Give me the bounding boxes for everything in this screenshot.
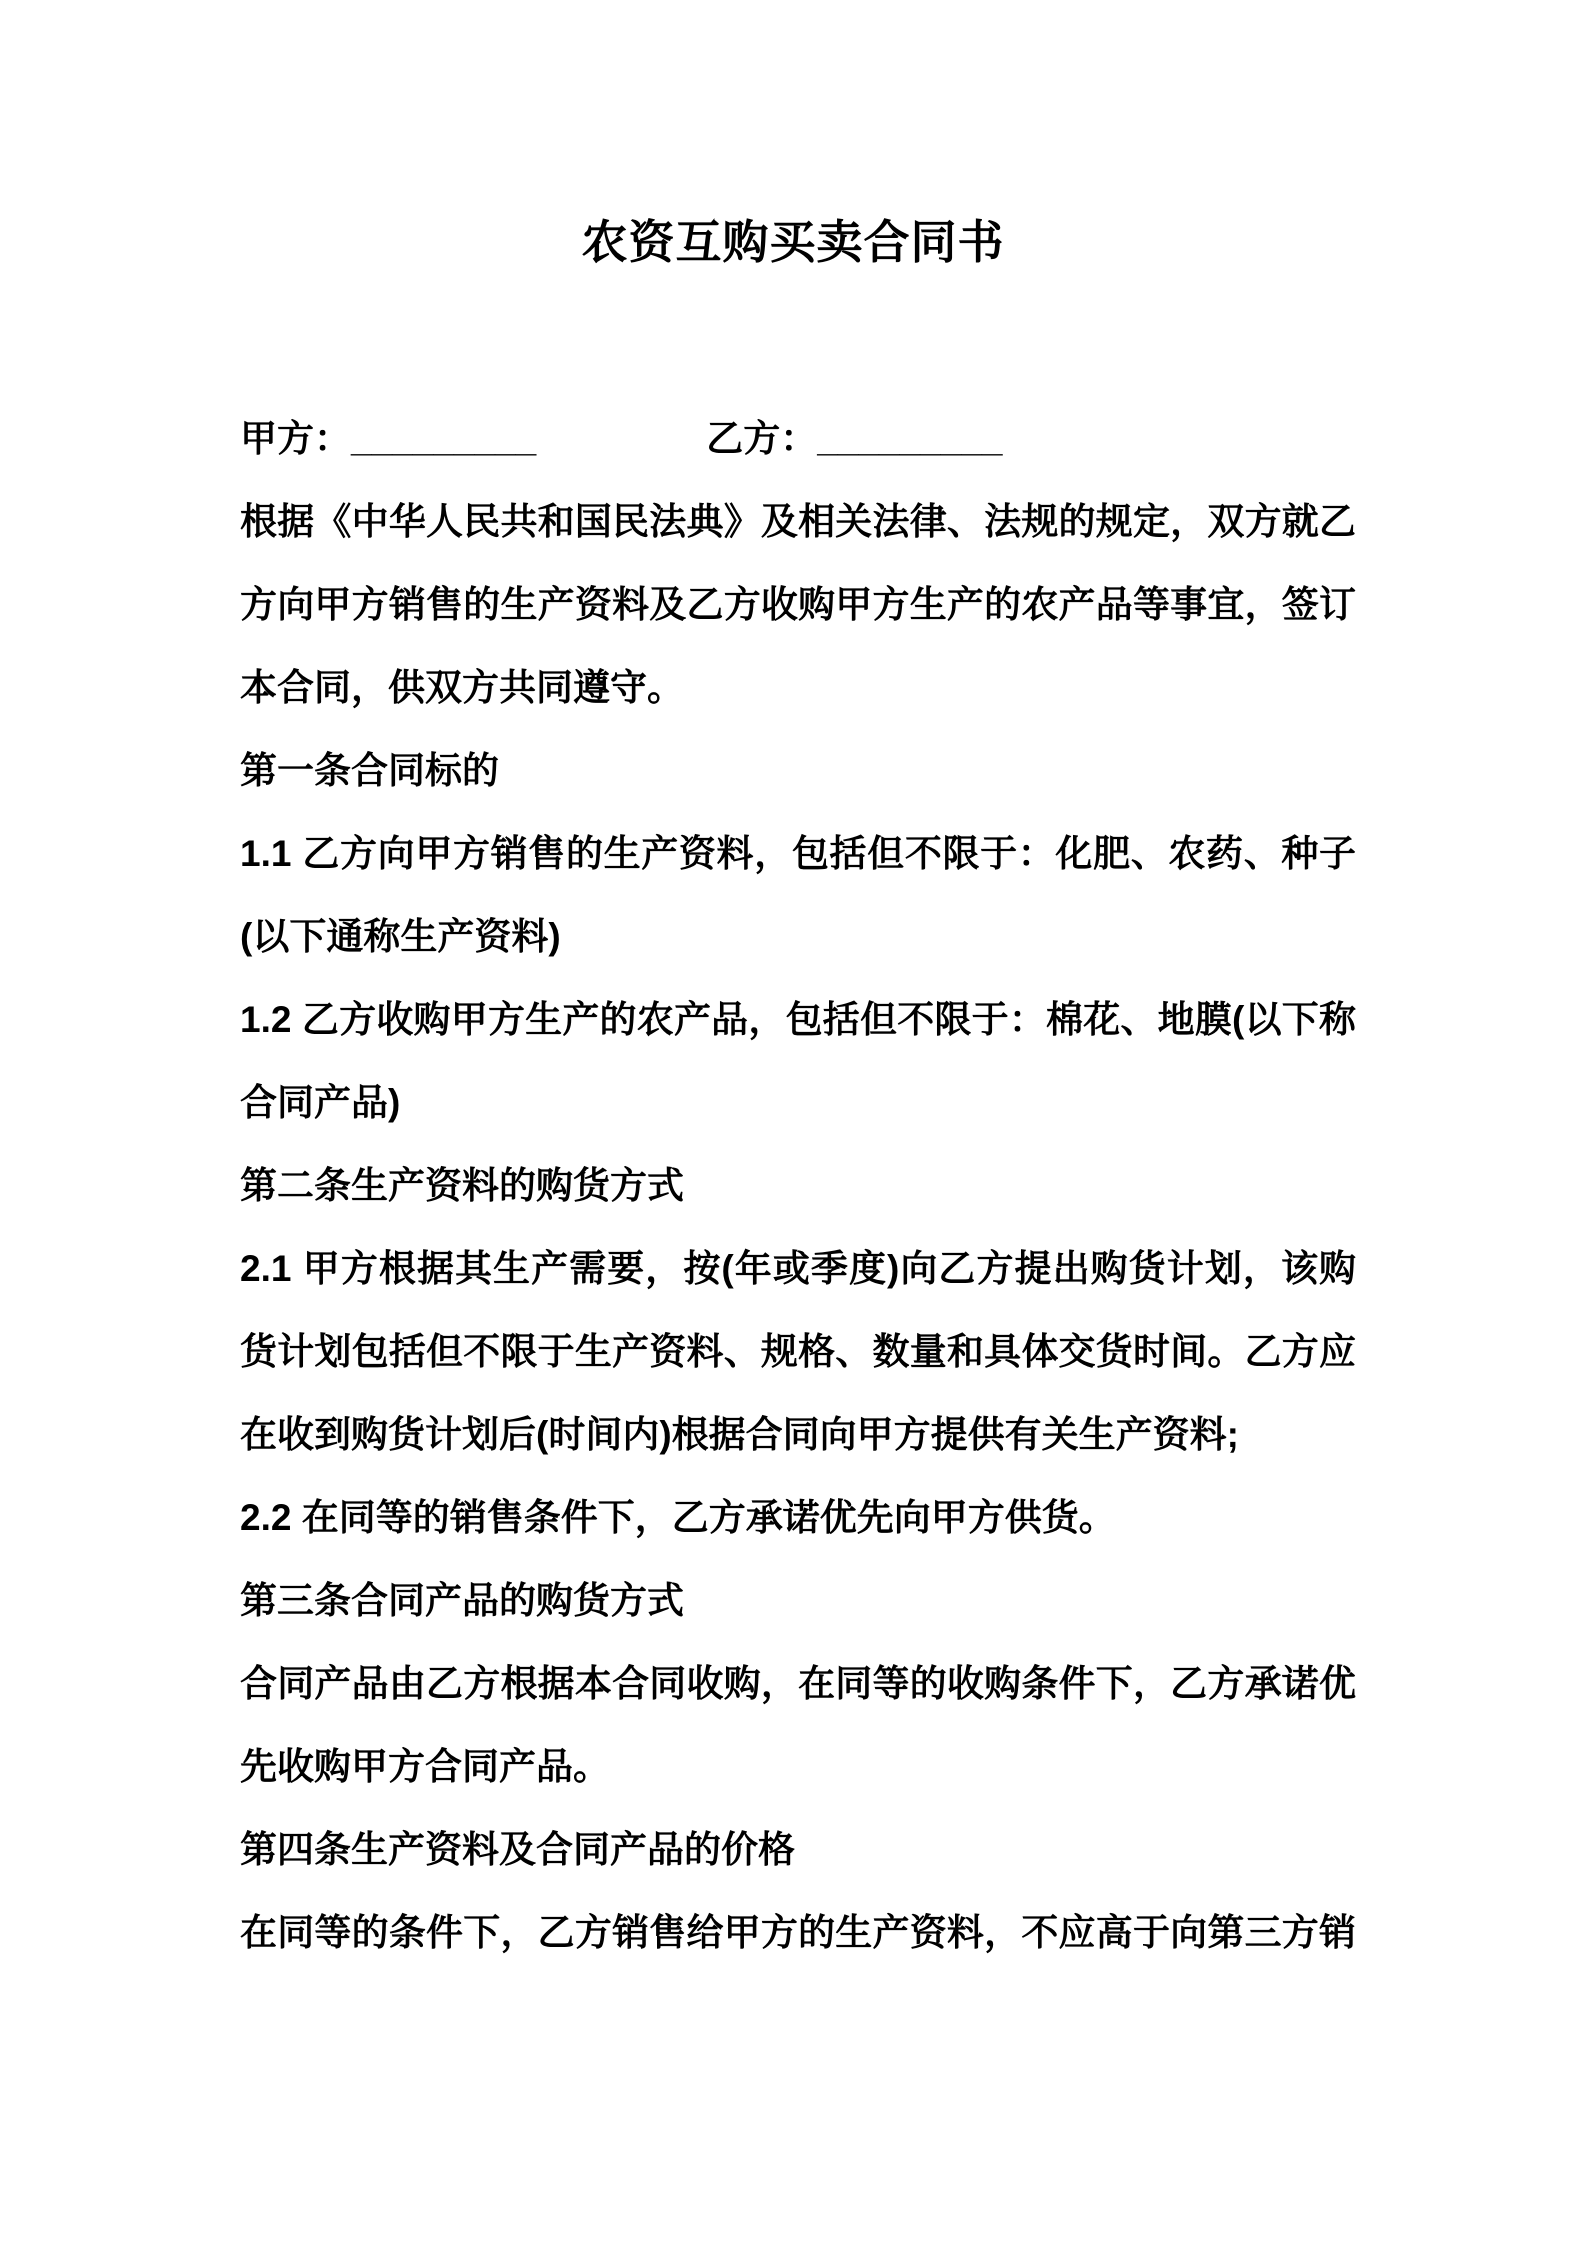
clause-heading-4: 第四条生产资料及合同产品的价格: [240, 1829, 795, 1870]
party-a-label: 甲方：: [240, 418, 351, 459]
clause-4-line: 在同等的条件下，乙方销售给甲方的生产资料，不应高于向第三方销: [240, 1912, 1356, 1953]
party-a-blank-line: _________: [351, 418, 537, 459]
clause-heading-3: 第三条合同产品的购货方式: [240, 1580, 684, 1621]
clause-2-1-line: 在收到购货计划后(时间内)根据合同向甲方提供有关生产资料;: [240, 1414, 1239, 1455]
clause-1-2-line: 1.2 乙方收购甲方生产的农产品，包括但不限于：棉花、地膜(以下称: [240, 999, 1356, 1040]
party-b-blank-line: _________: [817, 418, 1003, 459]
clause-2-2-line: 2.2 在同等的销售条件下，乙方承诺优先向甲方供货。: [240, 1497, 1116, 1538]
party-b-label: 乙方：: [706, 418, 818, 459]
clause-1-1-line: 1.1 乙方向甲方销售的生产资料，包括但不限于：化肥、农药、种子: [240, 833, 1356, 874]
preamble-line: 根据《中华人民共和国民法典》及相关法律、法规的规定，双方就乙: [240, 501, 1356, 542]
clause-1-1-line: (以下通称生产资料): [240, 916, 561, 957]
clause-3-line: 合同产品由乙方根据本合同收购，在同等的收购条件下，乙方承诺优: [240, 1663, 1356, 1704]
clause-2-1-line: 货计划包括但不限于生产资料、规格、数量和具体交货时间。乙方应: [240, 1331, 1356, 1372]
clause-heading-1: 第一条合同标的: [240, 750, 499, 791]
clause-heading-2: 第二条生产资料的购货方式: [240, 1165, 684, 1206]
preamble-line: 方向甲方销售的生产资料及乙方收购甲方生产的农产品等事宜，签订: [240, 584, 1356, 625]
clause-1-2-line: 合同产品): [240, 1082, 401, 1123]
document-body: [240, 274, 1356, 1974]
party-line: [240, 397, 1356, 480]
clause-2-1-line: 2.1 甲方根据其生产需要，按(年或季度)向乙方提出购货计划，该购: [240, 1248, 1356, 1289]
preamble-line: 本合同，供双方共同遵守。: [240, 667, 684, 708]
clause-3-line: 先收购甲方合同产品。: [240, 1746, 610, 1787]
document-title: 农资互购买卖合同书: [581, 216, 1005, 268]
